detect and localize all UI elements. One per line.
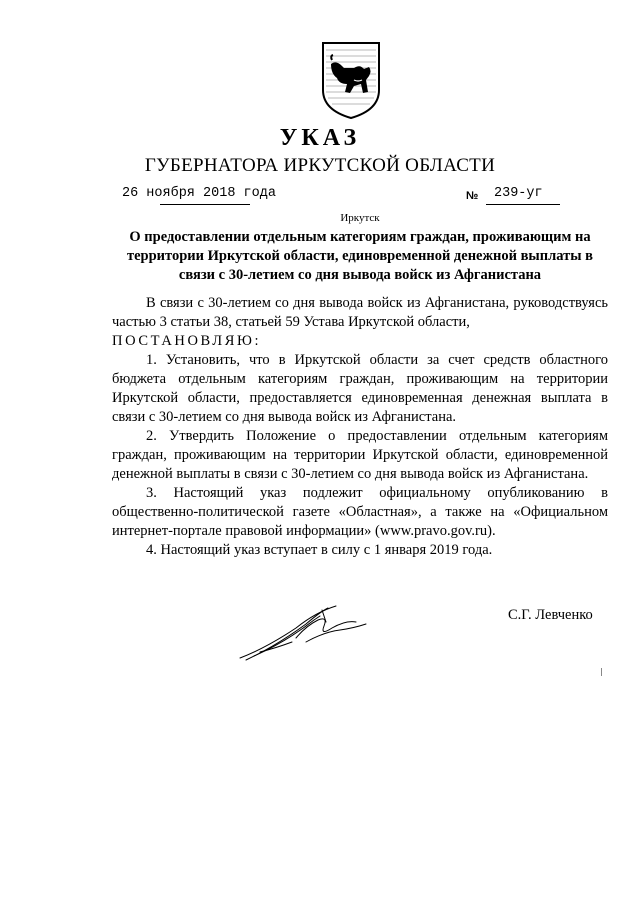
document-body [112,294,608,560]
decree-word: ПОСТАНОВЛЯЮ: [112,333,262,349]
signature [236,598,376,664]
document-title: УКАЗ [279,125,361,151]
number-underline [486,204,560,205]
document-date: 26 ноября 2018 года [122,186,276,201]
document-heading: О предоставлении отдельным категориям граждан, проживающим на территории Иркутской области, единовременной денежной выплаты в связи с 30-летием со дня вывода войск из Афганистана [126,229,593,283]
document-city: Иркутск [340,212,380,224]
preamble: В связи с 30-летием со дня вывода войск из Афганистана, руководствуясь частью 3 статьи 38, статьей 59 Устава Иркутской области, [112,295,608,330]
document-subtitle: ГУБЕРНАТОРА ИРКУТСКОЙ ОБЛАСТИ [144,155,496,176]
decree-item: 4. Настоящий указ вступает в силу с 1 января 2019 года. [146,542,493,558]
scan-mark [601,668,602,676]
decree-item: 2. Утвердить Положение о предоставлении отдельным категориям граждан, проживающим на территории Иркутской области, единовременной денежной выплаты в связи с 30-летием со дня вывода войск из Афганистана. [112,428,608,482]
document-number: 239-уг [494,186,543,201]
decree-item: 3. Настоящий указ подлежит официальному опубликованию в общественно-политической газете «Областная», а также на «Официальном интернет-портале правовой информации» (www.pravo.gov.ru). [112,485,608,539]
number-sign: № [466,190,479,202]
coat-of-arms-icon [320,40,382,120]
signer-name: С.Г. Левченко [508,607,593,623]
decree-item: 1. Установить, что в Иркутской области за счет средств областного бюджета отдельным категориям граждан, проживающим на территории Иркутской области, предоставляется единовременная денежная выплата в связи с 30-летием со дня вывода войск из Афганистана. [112,352,608,425]
date-underline [160,204,250,205]
